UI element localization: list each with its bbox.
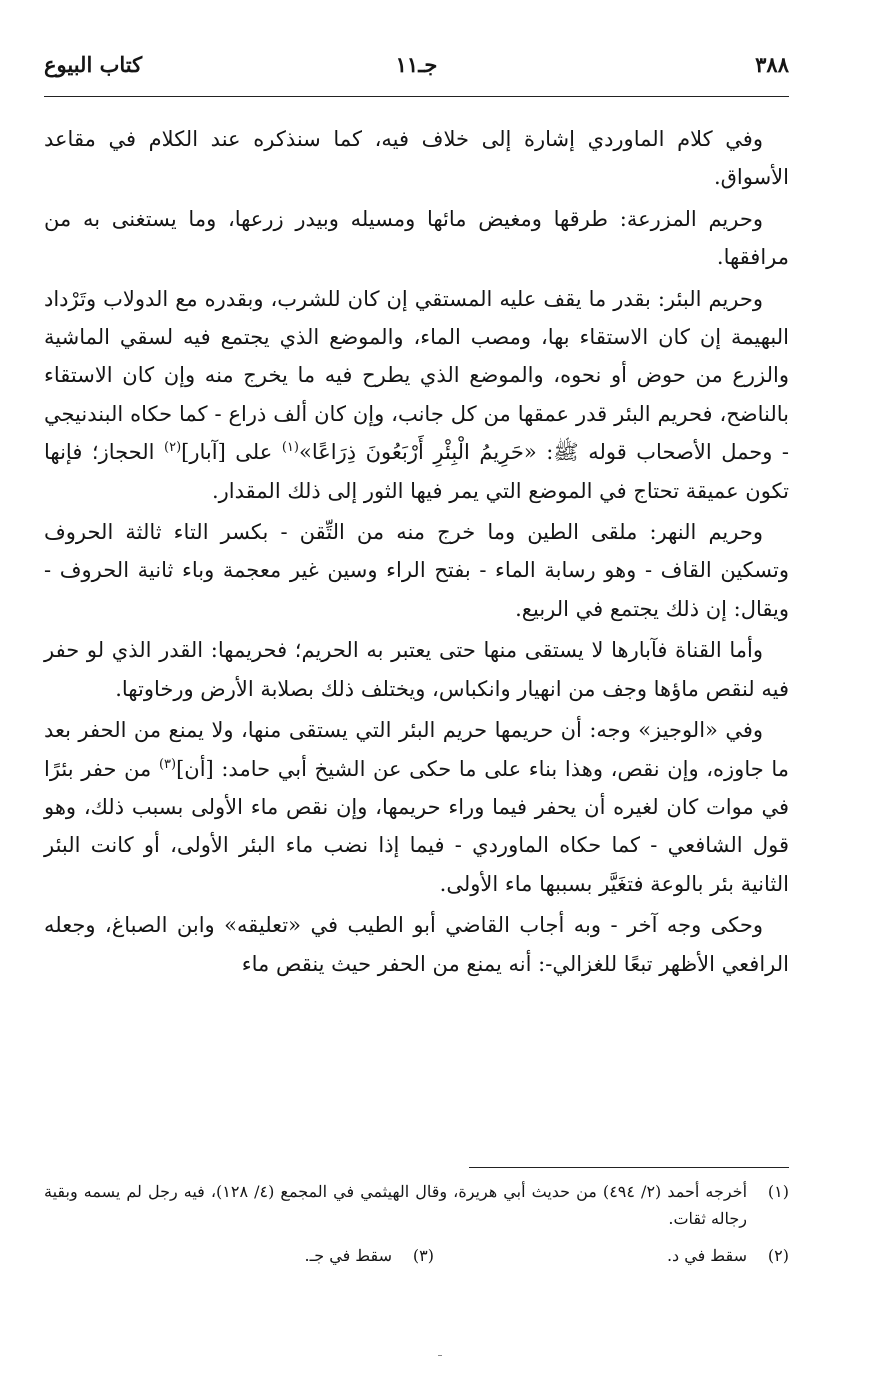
- footnote-ref-2[interactable]: (٢): [164, 440, 182, 456]
- paragraph: وفي «الوجيز» وجه: أن حريمها حريم البئر التي يستقى منها، ولا يمنع من الحفر بعد ما جاوزه، وإن نقص، وهذا بناء على ما حكى عن الشيخ أبي حامد: [أن]$^{(٣)}$ من حفر بئرًا في موات كان لغيره أن يحفر فيما وراء حريمها، وإن نقص ماء الأولى بسبب ذلك، وهو قول الشافعي - كما حكاه الماوردي - فيما إذا نضب ماء البئر الأولى، أو كانت البئر الثانية بئر بالوعة فتغَيَّر بسببها ماء الأولى.: [44, 718, 789, 896]
- footnote-divider: [469, 1167, 789, 1168]
- footnote-2: [667, 1242, 789, 1269]
- footnote-number: (٣): [412, 1246, 434, 1265]
- scan-mark: [438, 1355, 442, 1356]
- header-divider: [44, 96, 789, 97]
- footnote-text: سقط في د.: [666, 1246, 747, 1265]
- page-number: ٣٨٨: [755, 52, 789, 77]
- paragraph: وحريم المزرعة: طرقها ومغيض مائها ومسيله وبيدر زرعها، وما يستغنى به من مرافقها.: [44, 206, 789, 270]
- main-text: [44, 120, 789, 986]
- book-title: كتاب البيوع: [44, 52, 143, 77]
- footnote-text: سقط في جـ.: [304, 1246, 392, 1265]
- footnote-row: [44, 1242, 789, 1272]
- volume-label: جـ١١: [395, 52, 438, 77]
- footnote-number: (٢): [767, 1246, 789, 1265]
- paragraph: وحريم النهر: ملقى الطين وما خرج منه من التِّقن - بكسر التاء ثالثة الحروف وتسكين القاف - وهو رسابة الماء - بفتح الراء وسين غير معجمة وباء ثانية الحروف - ويقال: إن ذلك يجتمع في الربيع.: [44, 520, 789, 621]
- footnote-number: (١): [767, 1182, 789, 1201]
- footnote-text: أخرجه أحمد (٢/ ٤٩٤) من حديث أبي هريرة، وقال الهيثمي في المجمع (٤/ ١٢٨)، فيه رجل لم يسمه وبقية رجاله ثقات.: [44, 1182, 748, 1228]
- paragraph: وحكى وجه آخر - وبه أجاب القاضي أبو الطيب في «تعليقه» وابن الصباغ، وجعله الرافعي الأظهر تبعًا للغزالي-: أنه يمنع من الحفر حيث ينقص ماء: [44, 913, 789, 976]
- footnote-3: [304, 1242, 434, 1269]
- footnote-ref-3[interactable]: (٣): [158, 756, 177, 772]
- paragraph: وفي كلام الماوردي إشارة إلى خلاف فيه، كما سنذكره عند الكلام في مقاعد الأسواق.: [44, 127, 789, 190]
- running-header: [44, 52, 789, 92]
- footnotes: [44, 1178, 789, 1272]
- paragraph: وحريم البئر: بقدر ما يقف عليه المستقي إن كان للشرب، وبقدره مع الدولاب وتَرْداد البهيمة إن كان الاستقاء بها، ومصب الماء، والموضع الذي يجتمع فيه لسقي الماشية والزرع من حوض أو نحوه، والموضع الذي يطرح فيه ما يخرج منه وإن كان الاستقاء بالناضح، فحريم البئر قدر عمقها من كل جانب، وإن كان ألف ذراع - كما حكاه البندنيجي - وحمل الأصحاب قوله ﷺ: «حَرِيمُ الْبِئْرِ أَرْبَعُونَ ذِرَاعًا»$^{(١)}$ على [آبار]$^{(٢)}$ الحجاز؛ فإنها تكون عميقة تحتاج في الموضع التي يمر فيها الثور إلى ذلك المقدار.: [44, 286, 789, 503]
- footnote-ref-1[interactable]: (١): [281, 440, 299, 456]
- paragraph: وأما القناة فآبارها لا يستقى منها حتى يعتبر به الحريم؛ فحريمها: القدر الذي لو حفر فيه لنقص ماؤها وجف من انهيار وانكباس، ويختلف ذلك بصلابة الأرض ورخاوتها.: [44, 638, 789, 701]
- footnote-1: [44, 1178, 789, 1232]
